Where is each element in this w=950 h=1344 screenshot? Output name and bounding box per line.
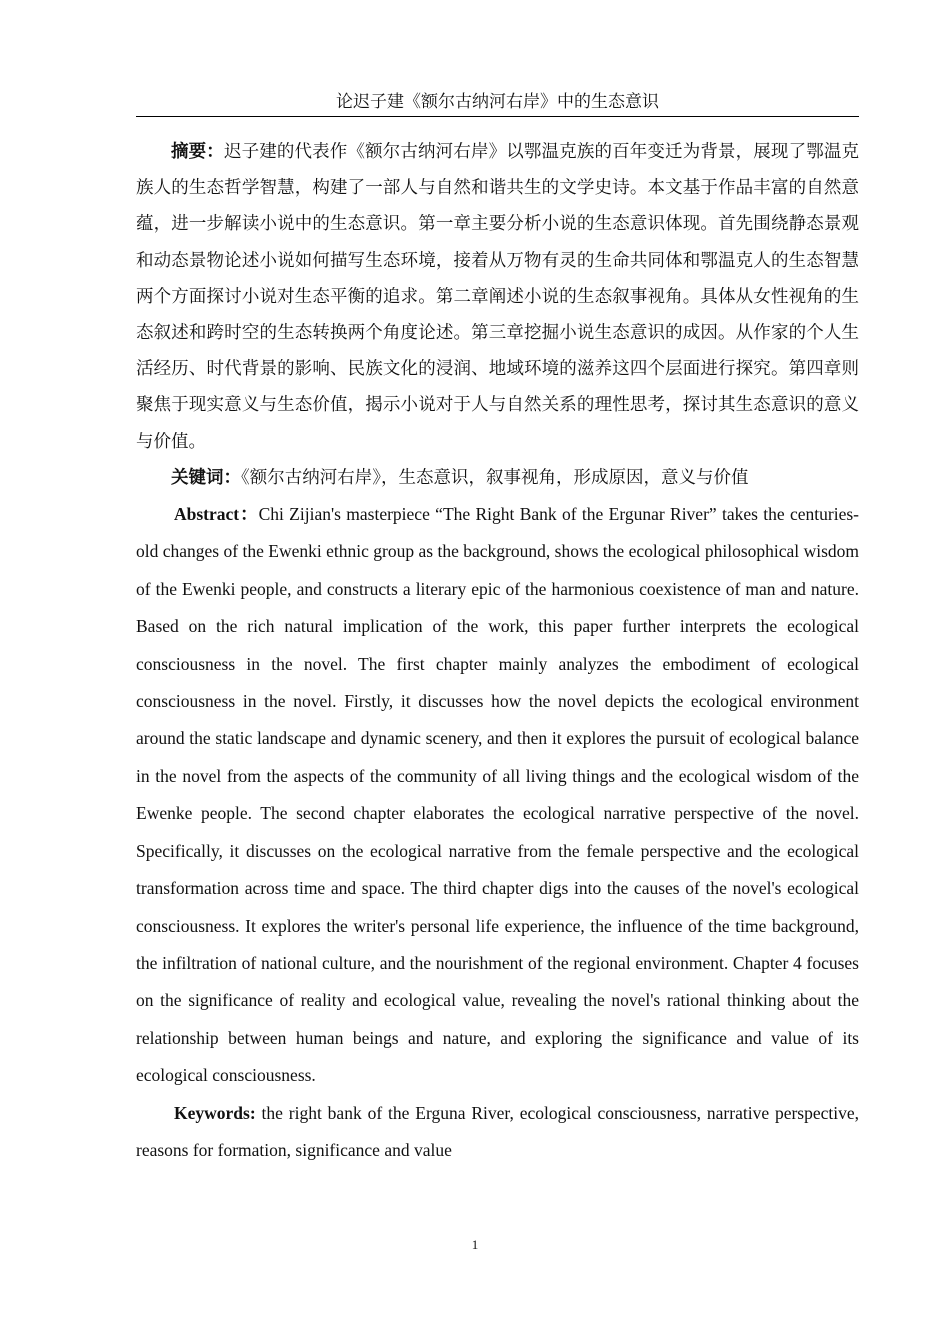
keywords-cn-paragraph (136, 460, 859, 496)
abstract-en-label: Abstract： (174, 504, 259, 525)
keywords-cn-label: 关键词： (171, 467, 241, 488)
keywords-en-label: Keywords: (174, 1102, 256, 1123)
keywords-cn-text: 《额尔古纳河右岸》，生态意识，叙事视角，形成原因，意义与价值 (241, 467, 749, 488)
running-header-title: 论迟子建《额尔古纳河右岸》中的生态意识 (136, 90, 859, 117)
keywords-en-text: the right bank of the Erguna River, ecological consciousness, narrative perspective, reasons for formation, significance and value (136, 1102, 860, 1160)
page-number: 1 (471, 1237, 479, 1252)
abstract-cn-label: 摘要： (171, 142, 224, 162)
abstract-en-paragraph (136, 496, 859, 1095)
body-text (136, 134, 859, 1169)
abstract-cn-paragraph (136, 134, 859, 460)
keywords-en-paragraph (136, 1095, 859, 1170)
abstract-en-text: Chi Zijian's masterpiece “The Right Bank of the Ergunar River” takes the centuries-old changes of the Ewenki ethnic group as the background, shows the ecological philosophical wisdom of the Ewenki people, and constructs a literary epic of the harmonious coexistence of man and nature. Based on the rich natural implication of the work, this paper further interprets the ecological consciousness in the novel. The first chapter mainly analyzes the embodiment of ecological consciousness in the novel. Firstly, it discusses how the novel depicts the ecological environment around the static landscape and dynamic scenery, and then it explores the pursuit of ecological balance in the novel from the aspects of the community of all living things and the ecological wisdom of the Ewenke people. The second chapter elaborates the ecological narrative perspective of the novel. Specifically, it discusses on the ecological narrative from the female perspective and the ecological transformation across time and space. The third chapter digs into the causes of the novel's ecological consciousness. It explores the writer's personal life experience, the influence of the time background, the infiltration of national culture, and the nourishment of the regional environment. Chapter 4 focuses on the significance of reality and ecological value, revealing the novel's rational thinking about the relationship between human beings and nature, and exploring the significance and value of its ecological consciousness. (136, 504, 860, 1086)
abstract-cn-text: 迟子建的代表作《额尔古纳河右岸》以鄂温克族的百年变迁为背景，展现了鄂温克族人的生态哲学智慧，构建了一部人与自然和谐共生的文学史诗。本文基于作品丰富的自然意蕴，进一步解读小说中的生态意识。第一章主要分析小说的生态意识体现。首先围绕静态景观和动态景物论述小说如何描写生态环境，接着从万物有灵的生命共同体和鄂温克人的生态智慧两个方面探讨小说对生态平衡的追求。第二章阐述小说的生态叙事视角。具体从女性视角的生态叙述和跨时空的生态转换两个角度论述。第三章挖掘小说生态意识的成因。从作家的个人生活经历、时代背景的影响、民族文化的浸润、地域环境的滋养这四个层面进行探究。第四章则聚焦于现实意义与生态价值，揭示小说对于人与自然关系的理性思考，探讨其生态意识的意义与价值。 (136, 142, 860, 452)
